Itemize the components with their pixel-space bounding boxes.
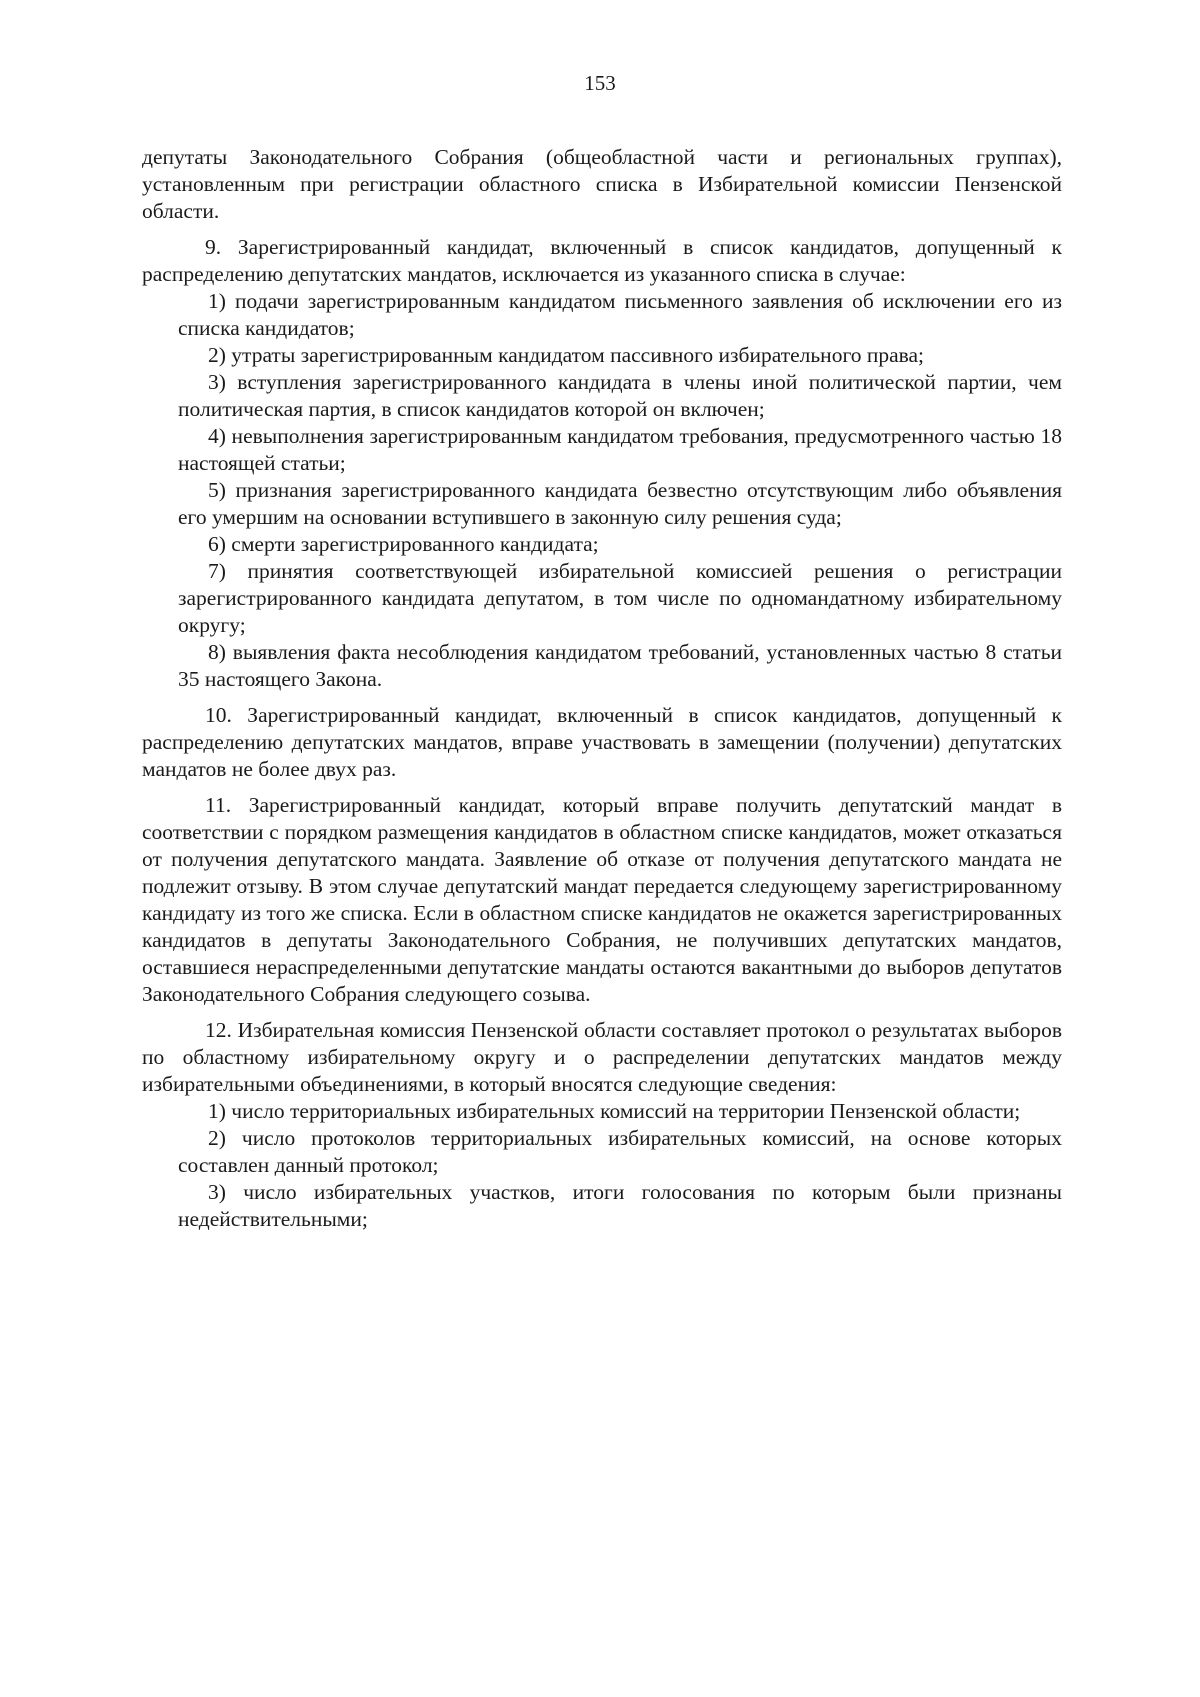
list-item: 6) смерти зарегистрированного кандидата;: [208, 532, 599, 556]
list-item: 3) число избирательных участков, итоги голосования по которым были признаны недействительными;: [178, 1180, 1062, 1231]
list-item: 3) вступления зарегистрированного кандидата в члены иной политической партии, чем политическая партия, в список кандидатов которой он включен;: [178, 370, 1062, 421]
list-item: 5) признания зарегистрированного кандидата безвестно отсутствующим либо объявления его умершим на основании вступившего в законную силу решения суда;: [178, 478, 1062, 529]
paragraph-10: 10. Зарегистрированный кандидат, включенный в список кандидатов, допущенный к распределению депутатских мандатов, вправе участвовать в замещении (получении) депутатских мандатов не более двух раз.: [142, 703, 1062, 781]
list-item: 2) число протоколов территориальных избирательных комиссий, на основе которых составлен данный протокол;: [178, 1126, 1062, 1177]
document-body: [142, 144, 1062, 1233]
list-item: 4) невыполнения зарегистрированным кандидатом требования, предусмотренного частью 18 настоящей статьи;: [178, 424, 1062, 475]
list-item: 1) число территориальных избирательных комиссий на территории Пензенской области;: [208, 1099, 1021, 1123]
list-item: 1) подачи зарегистрированным кандидатом письменного заявления об исключении его из списка кандидатов;: [178, 289, 1062, 340]
paragraph-9: 9. Зарегистрированный кандидат, включенный в список кандидатов, допущенный к распределению депутатских мандатов, исключается из указанного списка в случае:: [142, 235, 1062, 286]
list-item: 8) выявления факта несоблюдения кандидатом требований, установленных частью 8 статьи 35 настоящего Закона.: [178, 640, 1062, 691]
list-item: 7) принятия соответствующей избирательной комиссией решения о регистрации зарегистрированного кандидата депутатом, в том числе по одномандатному избирательному округу;: [178, 559, 1062, 637]
paragraph-12: 12. Избирательная комиссия Пензенской области составляет протокол о результатах выборов по областному избирательному округу и о распределении депутатских мандатов между избирательными объединениями, в который вносятся следующие сведения:: [142, 1018, 1062, 1096]
page-number: 153: [584, 71, 616, 95]
paragraph-11: 11. Зарегистрированный кандидат, который вправе получить депутатский мандат в соответствии с порядком размещения кандидатов в областном списке кандидатов, может отказаться от получения депутатского мандата. Заявление об отказе от получения депутатского мандата не подлежит отзыву. В этом случае депутатский мандат передается следующему зарегистрированному кандидату из того же списка. Если в областном списке кандидатов не окажется зарегистрированных кандидатов в депутаты Законодательного Собрания, не получивших депутатских мандатов, оставшиеся нераспределенными депутатские мандаты остаются вакантными до выборов депутатов Законодательного Собрания следующего созыва.: [142, 793, 1062, 1006]
list-item: 2) утраты зарегистрированным кандидатом пассивного избирательного права;: [208, 343, 925, 367]
paragraph-continuation: депутаты Законодательного Собрания (общеобластной части и региональных группах), установленным при регистрации областного списка в Избирательной комиссии Пензенской области.: [142, 145, 1062, 223]
